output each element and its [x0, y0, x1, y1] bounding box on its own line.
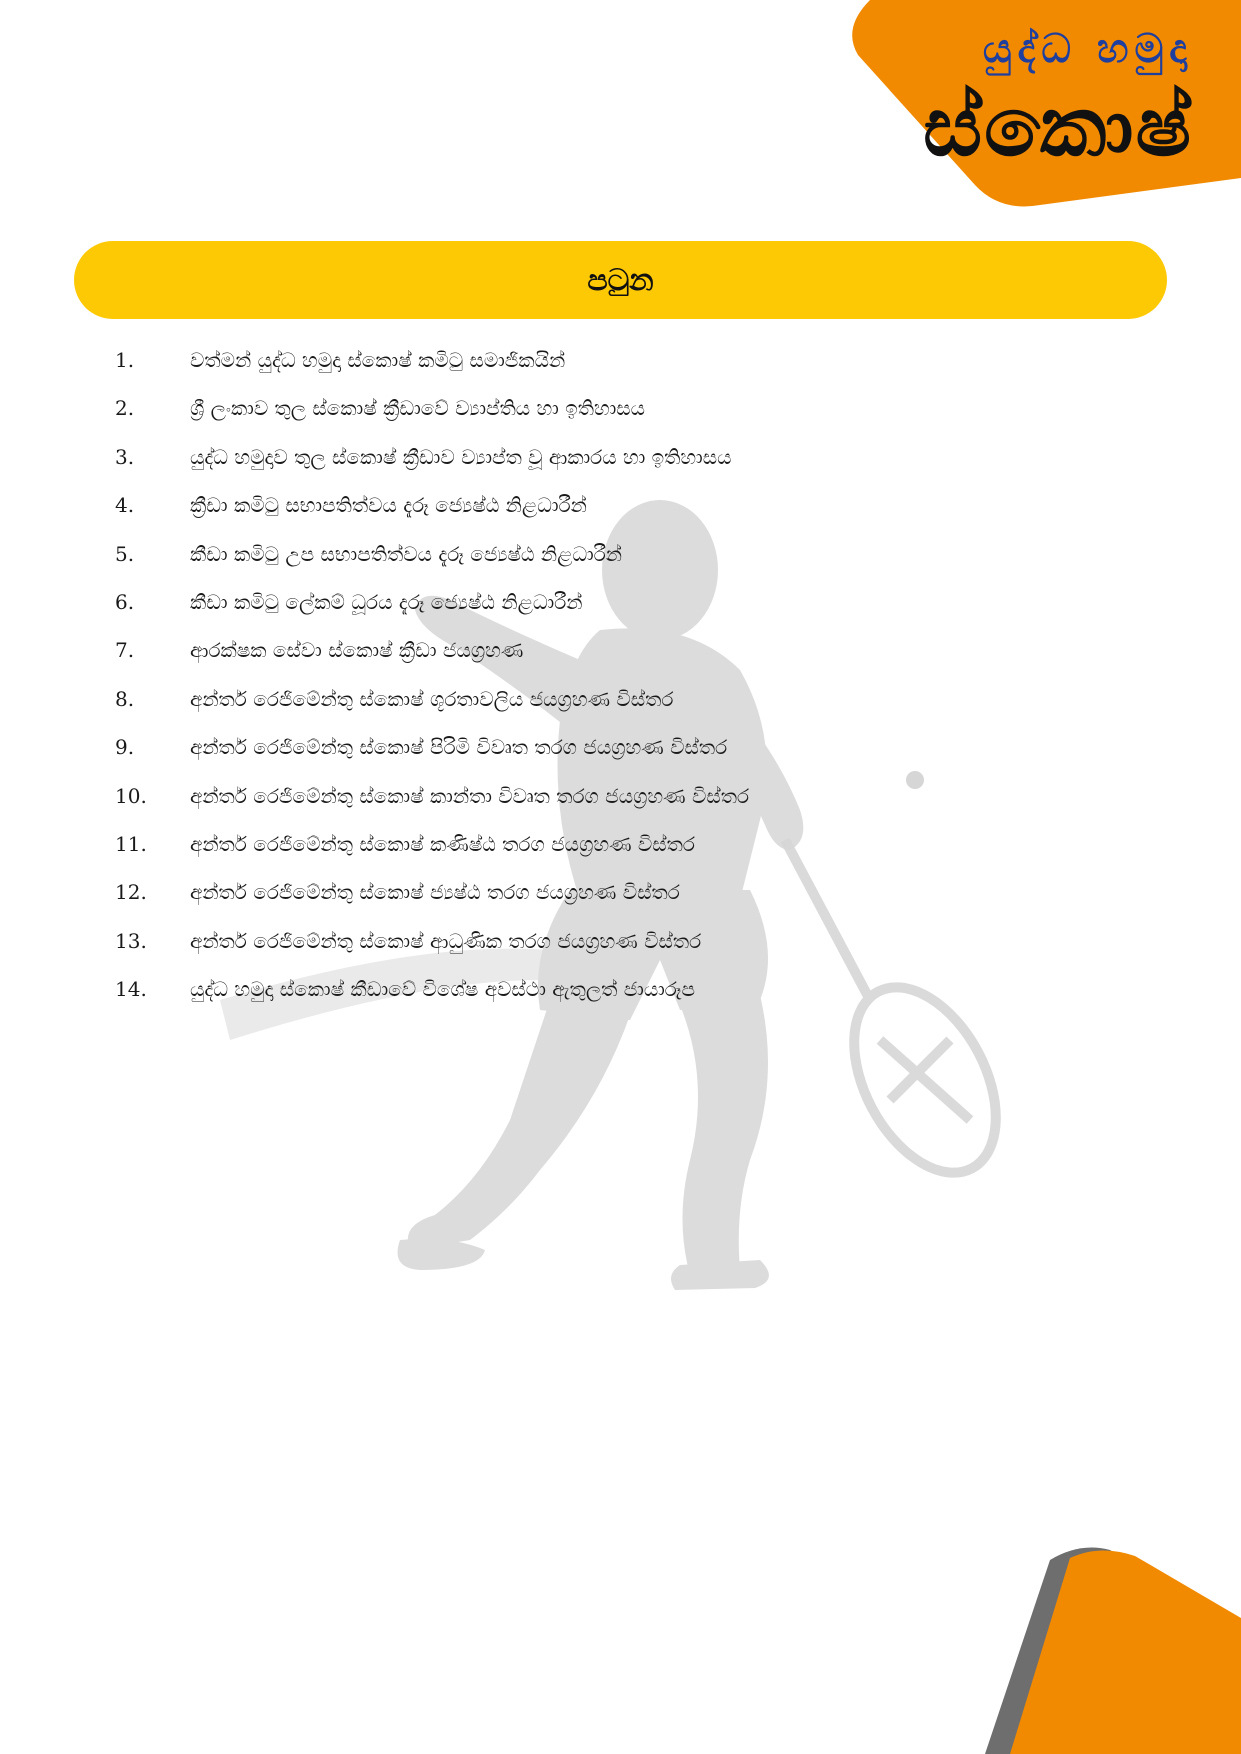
toc-number: 2. [115, 396, 135, 421]
toc-item [115, 445, 1115, 493]
toc-item [115, 348, 1115, 396]
toc-number: 6. [115, 589, 135, 614]
toc-item [115, 542, 1115, 590]
brand-title: ස්කොෂ් [923, 80, 1193, 175]
toc-label: ශ්‍රී ලංකාව තුල ස්කොෂ් ක්‍රීඩාවේ ව්‍යාප්තිය හා ඉතිහාසය [190, 396, 646, 421]
toc-number: 9. [115, 735, 135, 760]
brand-subtitle: යුද්ධ හමුදා [982, 26, 1193, 72]
toc-item [115, 687, 1115, 735]
toc-number: 14. [115, 977, 147, 1002]
toc-label: වත්මන් යුද්ධ හමුදා ස්කොෂ් කමිටු සමාජිකයින් [190, 348, 566, 372]
toc-number: 7. [115, 638, 135, 663]
toc-number: 4. [115, 493, 135, 518]
brand-logo [863, 20, 1193, 178]
toc-number: 5. [115, 541, 135, 566]
toc-item [115, 493, 1115, 541]
bottom-corner-decoration [0, 1500, 1241, 1754]
toc-label: අන්තර් රෙජිමේන්තු ස්කොෂ් කාන්තා විවෘත තරග ජයග්‍රහණ විස්තර [190, 783, 750, 808]
toc-label: අන්තර් රෙජිමේන්තු ස්කොෂ් පිරිමි විවෘත තරග ජයග්‍රහණ විස්තර [190, 735, 728, 760]
toc-item [115, 929, 1115, 977]
toc-number: 13. [115, 928, 147, 953]
toc-item [115, 832, 1115, 880]
toc-label: කීඩා කමිටු ලේකම් ධූරය දැරූ ජ්‍යෙෂ්ඨ නිළධාරීන් [190, 589, 583, 614]
toc-label: අන්තර් රෙජිමේන්තු ස්කොෂ් ආධුණික තරග ජයග්‍රහණ විස්තර [190, 928, 702, 953]
toc-number: 11. [115, 831, 147, 856]
title-bar [74, 241, 1167, 319]
toc-label: යුද්ධ හමුදා ස්කොෂ් කීඩාවේ විශේෂ අවස්ථා ඇතුලත් ජායාරූප [190, 977, 696, 1002]
toc-label: යුද්ධ හමුදාව තුල ස්කොෂ් ක්‍රීඩාව ව්‍යාප්ත වූ ආකාරය හා ඉතිහාසය [190, 444, 732, 469]
toc-number: 1. [115, 348, 135, 372]
toc-label: කීඩා කමිටු උප සභාපතිත්වය දැරූ ජ්‍යෙෂ්ඨ නිළධාරීන් [190, 541, 623, 566]
toc-item [115, 735, 1115, 783]
toc-number: 3. [115, 444, 135, 469]
toc-item [115, 638, 1115, 686]
toc-label: ක්‍රීඩා කමිටු සභාපතිත්වය දැරූ ජ්‍යෙෂ්ඨ නිළධාරීන් [190, 493, 587, 518]
toc-item [115, 590, 1115, 638]
toc-item [115, 977, 1115, 1025]
table-of-contents [115, 348, 1115, 1025]
toc-item [115, 880, 1115, 928]
toc-item [115, 784, 1115, 832]
toc-number: 12. [115, 880, 147, 905]
toc-number: 10. [115, 783, 147, 808]
toc-number: 8. [115, 686, 135, 711]
toc-label: ආරක්ෂක සේවා ස්කොෂ් ක්‍රීඩා ජයග්‍රහණ [190, 638, 524, 663]
toc-label: අන්තර් රෙජිමේන්තු ස්කොෂ් ශූරතාවලිය ජයග්‍රහණ විස්තර [190, 686, 674, 711]
page-title: පටුන [587, 262, 654, 298]
toc-item [115, 396, 1115, 444]
toc-label: අන්තර් රෙජිමේන්තු ස්කොෂ් කණිෂ්ඨ තරග ජයග්‍රහණ විස්තර [190, 831, 696, 856]
toc-label: අන්තර් රෙජිමේන්තු ස්කොෂ් ජ්‍යෂ්ඨ තරග ජයග්‍රහණ විස්තර [190, 880, 680, 905]
